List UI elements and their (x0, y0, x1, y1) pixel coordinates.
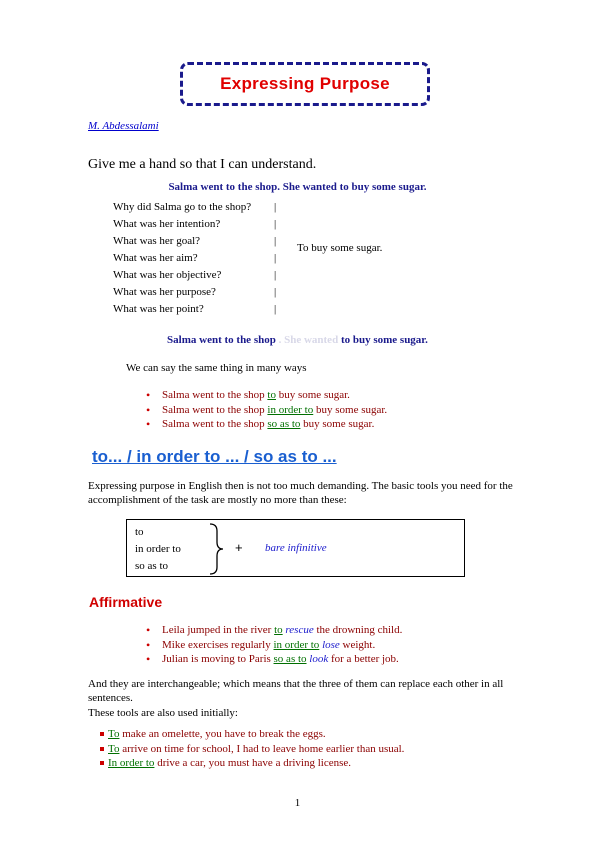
plus-sign: + (235, 540, 243, 555)
author-link[interactable]: M. Abdessalami (88, 120, 159, 132)
paragraph-2: And they are interchangeable; which means that the three of them can replace each other in all sentences. (88, 678, 504, 704)
example2-faded: . She wanted (278, 334, 339, 346)
title-box (180, 62, 430, 106)
list-item: • Salma went to the shop in order to buy some sugar. (146, 403, 387, 418)
example2-part1: Salma went to the shop (167, 334, 276, 346)
bare-infinitive-label: bare infinitive (265, 542, 327, 554)
section-heading: to... / in order to ... / so as to ... (92, 447, 337, 466)
separator: | (274, 201, 277, 213)
same-way-text: We can say the same thing in many ways (126, 362, 307, 374)
list-item: To make an omelette, you have to break the eggs. (100, 727, 404, 742)
list-item: To arrive on time for school, I had to leave home earlier than usual. (100, 742, 404, 757)
initial-list (100, 727, 404, 771)
affirmative-heading: Affirmative (89, 594, 163, 610)
example-sentence-2 (0, 334, 595, 346)
answer-text: To buy some sugar. (297, 242, 383, 254)
separator: | (274, 303, 277, 315)
question-line: What was her intention? (113, 218, 221, 230)
separator: | (274, 269, 277, 281)
separator: | (274, 286, 277, 298)
affirmative-list (146, 623, 402, 667)
question-line: What was her objective? (113, 269, 222, 281)
tool-item: so as to (135, 560, 168, 572)
example2-part2: to buy some sugar. (340, 334, 428, 346)
tools-box (126, 519, 465, 577)
question-line: Why did Salma go to the shop? (113, 201, 252, 213)
intro-sentence: Give me a hand so that I can understand. (88, 157, 317, 172)
list-item: • Mike exercises regularly in order to lose weight. (146, 638, 402, 653)
page-number: 1 (294, 797, 301, 809)
question-line: What was her purpose? (113, 286, 216, 298)
paragraph-3: These tools are also used initially: (88, 707, 238, 719)
question-line: What was her goal? (113, 235, 201, 247)
list-item: • Salma went to the shop to buy some sugar. (146, 388, 387, 403)
list-item: • Salma went to the shop so as to buy some sugar. (146, 417, 387, 432)
list-item: In order to drive a car, you must have a driving license. (100, 756, 404, 771)
paragraph-1: Expressing purpose in English then is not too much demanding. The basic tools you need for the accomplishment of the task are mostly no more than these: (88, 480, 513, 506)
page-title: Expressing Purpose (220, 74, 390, 93)
example-sentence-1: Salma went to the shop. She wanted to buy some sugar. (168, 181, 427, 193)
tool-item: in order to (135, 543, 181, 555)
separator: | (274, 235, 277, 247)
list-item: • Julian is moving to Paris so as to look for a better job. (146, 652, 402, 667)
separator: | (274, 218, 277, 230)
curly-brace-icon (207, 522, 225, 576)
question-line: What was her point? (113, 303, 204, 315)
list-item: • Leila jumped in the river to rescue the drowning child. (146, 623, 402, 638)
ways-list (146, 388, 387, 432)
tool-item: to (135, 526, 144, 538)
question-line: What was her aim? (113, 252, 198, 264)
separator: | (274, 252, 277, 264)
